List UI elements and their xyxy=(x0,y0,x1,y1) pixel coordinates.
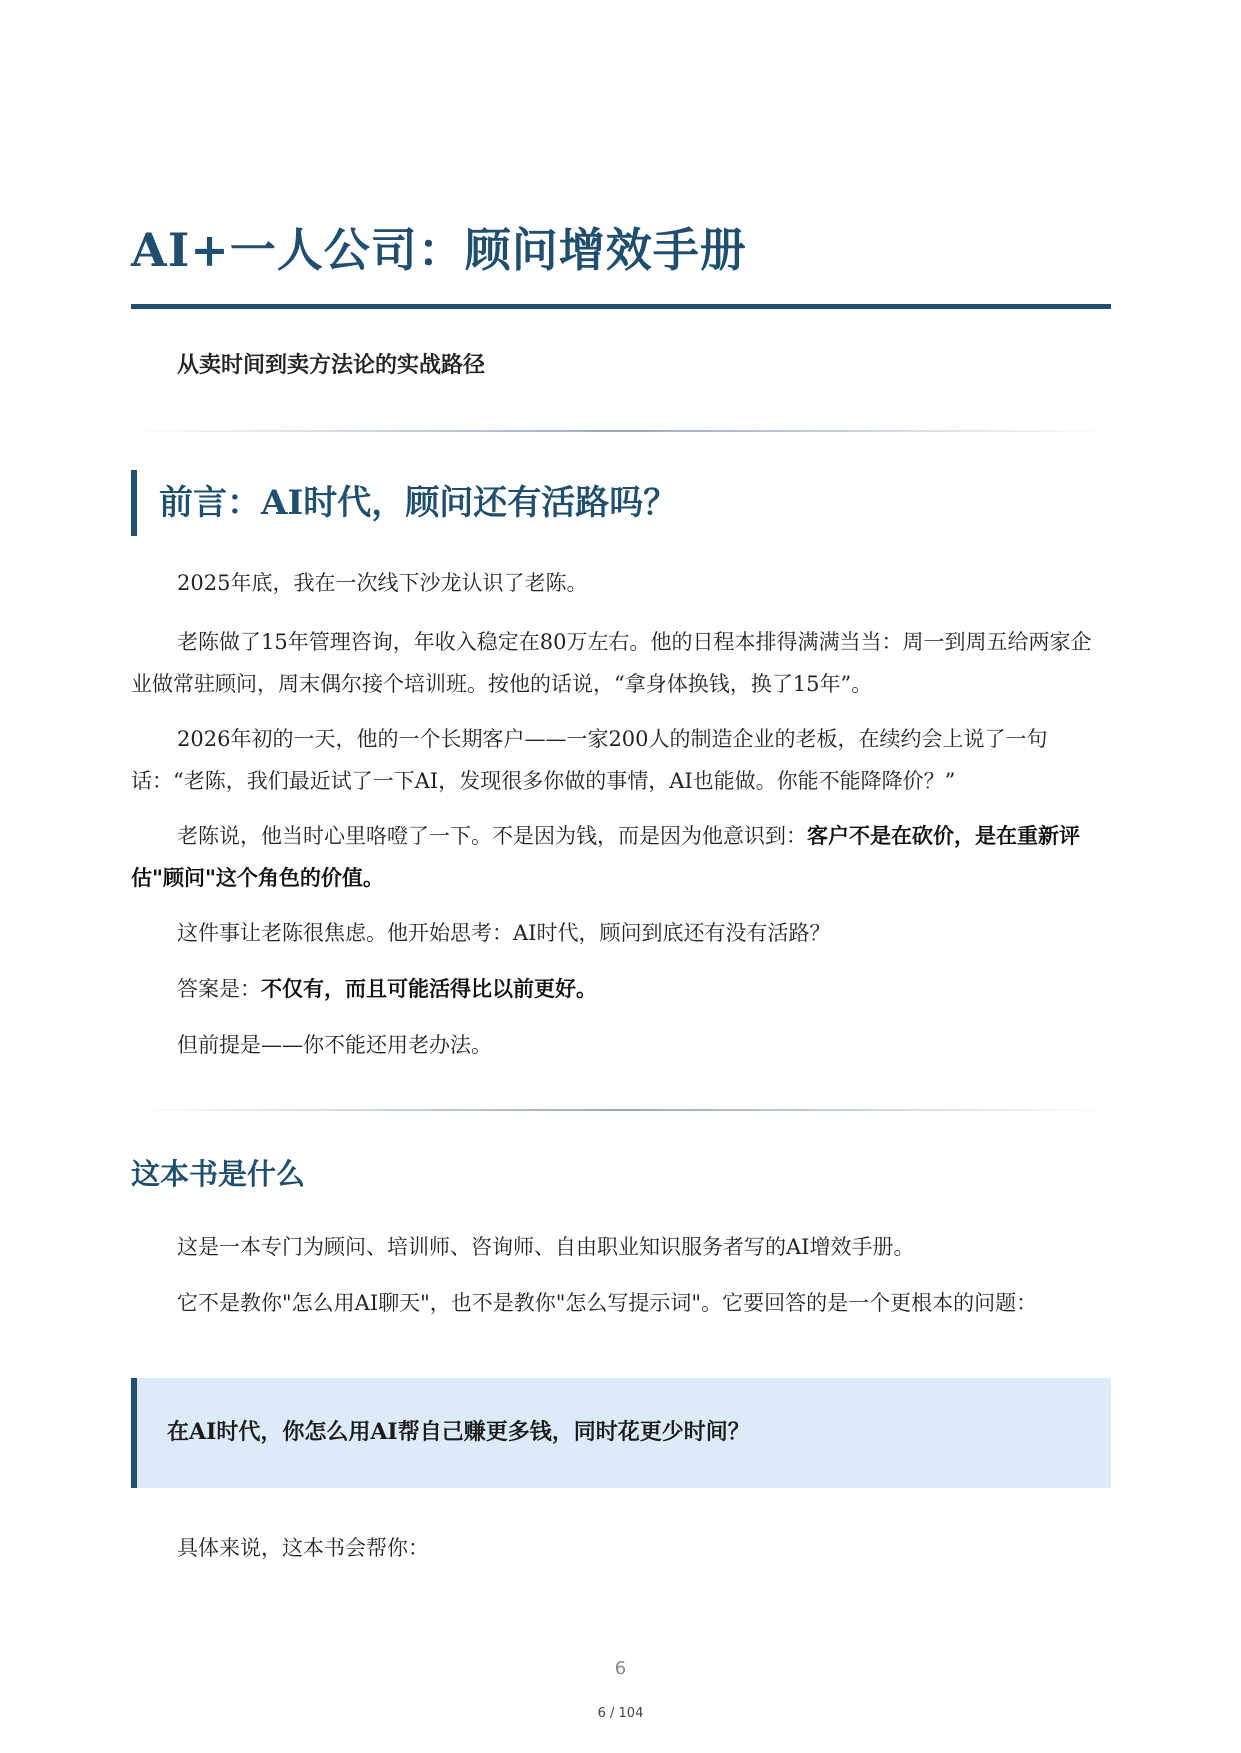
about-paragraph-3: 具体来说，这本书会帮你： xyxy=(177,1536,429,1560)
book-title: AI+一人公司：顾问增效手册 xyxy=(131,223,747,277)
callout-box xyxy=(131,1378,1111,1488)
preface-paragraph-6 xyxy=(131,968,1111,1010)
about-paragraph-2: 它不是教你"怎么用AI聊天"，也不是教你"怎么写提示词"。它要回答的是一个更根本的问题： xyxy=(177,1291,1038,1315)
preface-paragraph-6-lead: 答案是： xyxy=(177,977,261,1001)
preface-paragraph-5: 这件事让老陈很焦虑。他开始思考：AI时代，顾问到底还有没有活路？ xyxy=(177,921,831,945)
about-heading: 这本书是什么 xyxy=(131,1157,306,1191)
about-paragraph-1: 这是一本专门为顾问、培训师、咨询师、自由职业知识服务者写的AI增效手册。 xyxy=(177,1235,915,1259)
section-divider xyxy=(131,430,1111,432)
page-count: 6 / 104 xyxy=(597,1706,644,1721)
callout-text: 在AI时代，你怎么用AI帮自己赚更多钱，同时花更少时间？ xyxy=(167,1419,750,1445)
title-rule xyxy=(131,304,1111,309)
preface-paragraph-4-emphasis: 客户不是在砍价，是在重新评估"顾问"这个角色的价值。 xyxy=(131,823,1080,890)
preface-paragraph-4 xyxy=(131,815,1111,899)
preface-paragraph-1: 2025年底，我在一次线下沙龙认识了老陈。 xyxy=(177,571,588,595)
preface-paragraph-4-lead: 老陈说，他当时心里咯噔了一下。不是因为钱，而是因为他意识到： xyxy=(177,824,807,848)
preface-paragraph-6-emphasis: 不仅有，而且可能活得比以前更好。 xyxy=(261,976,597,1001)
section-divider-2 xyxy=(131,1109,1111,1111)
preface-paragraph-3: 2026年初的一天，他的一个长期客户——一家200人的制造企业的老板，在续约会上说了一句话：“老陈，我们最近试了一下AI，发现很多你做的事情，AI也能做。你能不能降降价？” xyxy=(131,727,1048,793)
preface-paragraph-2: 老陈做了15年管理咨询，年收入稳定在80万左右。他的日程本排得满满当当：周一到周五给两家企业做常驻顾问，周末偶尔接个培训班。按他的话说，“拿身体换钱，换了15年”。 xyxy=(131,630,1092,696)
book-subtitle: 从卖时间到卖方法论的实战路径 xyxy=(177,352,486,378)
page-number: 6 xyxy=(614,1658,627,1679)
preface-paragraph-7: 但前提是——你不能还用老办法。 xyxy=(177,1033,492,1057)
preface-heading: 前言：AI时代，顾问还有活路吗？ xyxy=(131,470,677,536)
